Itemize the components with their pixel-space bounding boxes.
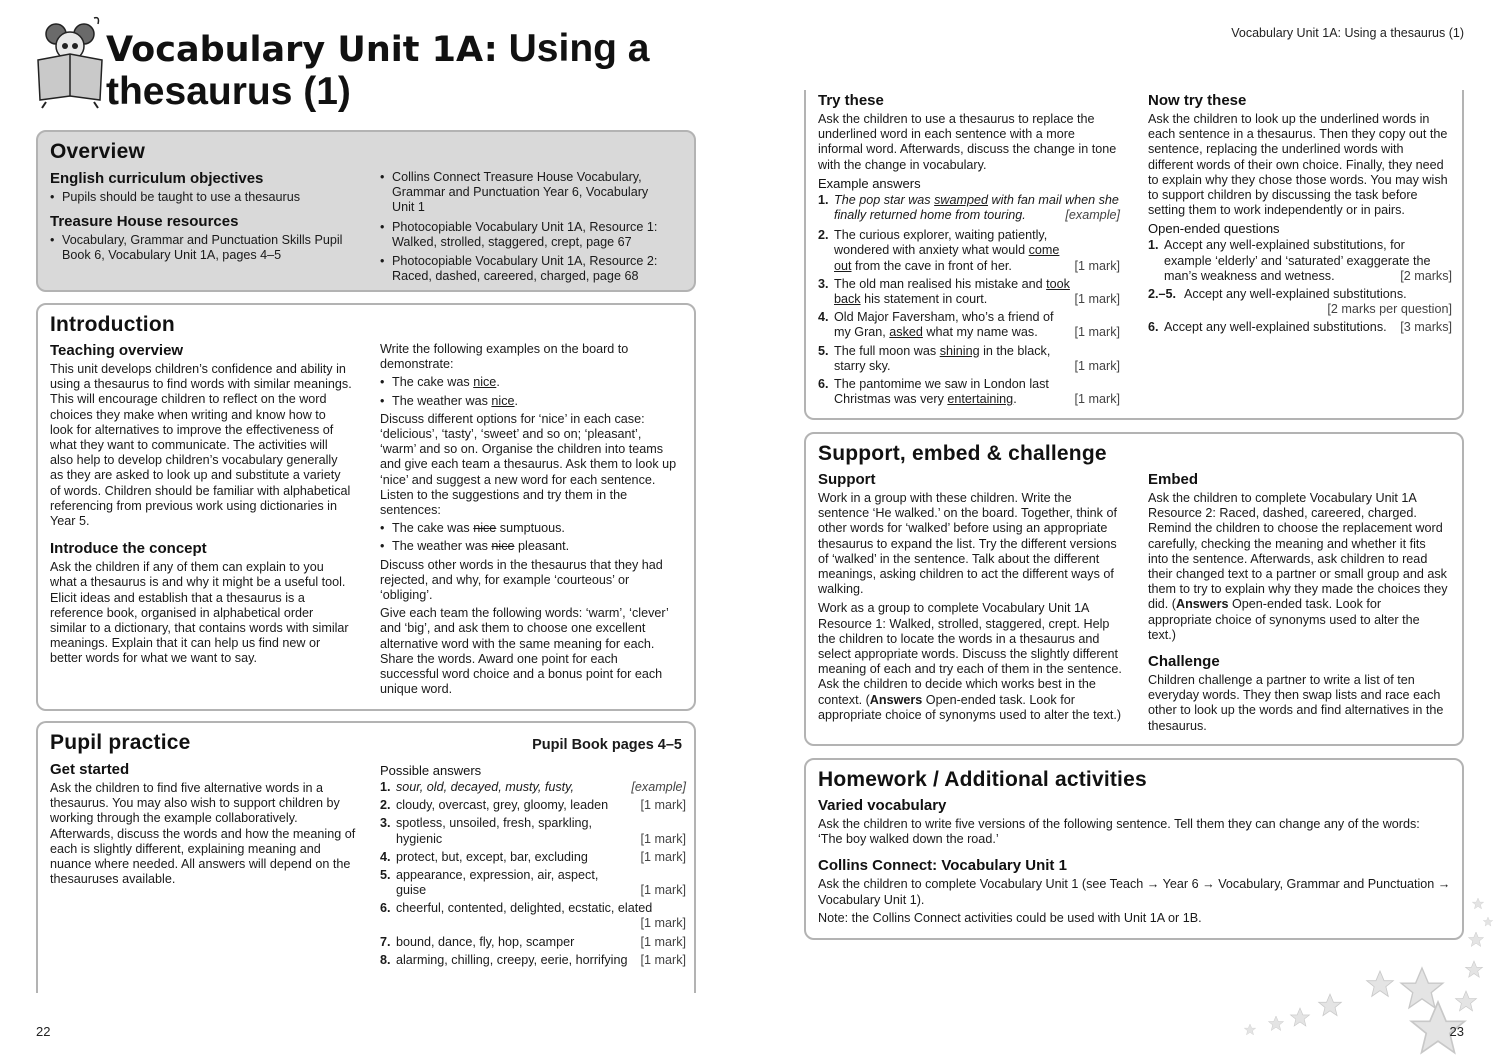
- pupil-book-pages: Pupil Book pages 4–5: [532, 737, 682, 753]
- answer-mark: [1 mark]: [1074, 258, 1120, 273]
- page-title: [106, 28, 750, 113]
- answer-number: 2.–5.: [1148, 287, 1177, 302]
- answer-text: appearance, expression, air, aspect, guise: [396, 868, 599, 898]
- support-box: [804, 432, 1464, 746]
- answer-text: spotless, unsoiled, fresh, sparkling, hygienic: [396, 816, 593, 846]
- support-text-1: Work in a group with these children. Write the sentence ‘He walked.’ on the board. Together, think of other words for ‘walked’ before using an appropriate thesaurus to expand the list. Try the different versions of ‘walked’ in the sentence. Talk about the different meanings, asking children to act the different ways of walking.: [818, 491, 1117, 597]
- sentence-text: The cake was: [392, 521, 474, 536]
- answer-item: [380, 901, 686, 931]
- answer-number: 4.: [380, 849, 391, 864]
- underlined-word: swamped: [934, 192, 989, 207]
- discuss-other-text: Discuss other words in the thesaurus that they had rejected, and why, for example ‘courteous’ or ‘obliging’.: [380, 557, 663, 603]
- try-these-col: [818, 92, 1120, 410]
- introduction-right-col: [380, 342, 678, 697]
- introduction-box: [36, 303, 696, 711]
- underlined-word: nice: [491, 393, 515, 408]
- answer-text: protect, but, except, bar, excluding: [396, 849, 588, 864]
- answer-mark: [1 mark]: [640, 952, 686, 967]
- introduction-heading: Introduction: [50, 313, 175, 336]
- introduction-left-col: [50, 342, 352, 667]
- answer-item: [818, 193, 1120, 225]
- answer-number: 4.: [818, 310, 829, 325]
- answer-text: in the black, starry sky.: [834, 343, 1051, 373]
- overview-left-col: [50, 170, 360, 267]
- page-title-rest: Using a thesaurus (1): [106, 27, 650, 113]
- open-ended-heading: Open-ended questions: [1148, 221, 1280, 237]
- answers-label: Answers: [869, 692, 923, 707]
- answer-text: what my name was.: [922, 325, 1038, 340]
- answer-text: The pop star was: [834, 192, 935, 207]
- example-text: The weather was: [392, 393, 492, 408]
- answer-text: bound, dance, fly, hop, scamper: [396, 934, 575, 949]
- page-number-right: 23: [1449, 1024, 1464, 1039]
- try-these-heading: Try these: [818, 92, 884, 109]
- answer-item: [818, 377, 1120, 407]
- answer-number: 2.: [380, 798, 391, 813]
- pupil-practice-heading: Pupil practice: [50, 731, 191, 754]
- answer-mark: [1 mark]: [640, 916, 686, 931]
- answer-mark: [3 marks]: [1400, 320, 1452, 335]
- challenge-text: Children challenge a partner to write a list of ten everyday words. They then swap lists and race each other to look up the words and find alternatives in the thesaurus.: [1148, 673, 1444, 733]
- pupil-practice-box: [36, 721, 696, 993]
- sentence-text: The weather was: [392, 539, 492, 554]
- discuss-text: Discuss different options for ‘nice’ in each case: ‘delicious’, ‘tasty’, ‘sweet’ and so on; ‘pleasant’, ‘warm’ and so on. Organise the children into teams and give each team a thesaurus. Ask them to look up ‘nice’ and suggest a new word for each sentence. Listen to the suggestions and try them in the sentences:: [380, 411, 677, 518]
- answer-item: [818, 228, 1120, 274]
- answer-mark: [example]: [631, 780, 686, 794]
- answer-number: 2.: [818, 228, 829, 243]
- answer-text: Accept any well-explained substitutions.: [1184, 287, 1407, 302]
- answer-text: The full moon was: [834, 343, 940, 358]
- answer-item: [1148, 320, 1452, 335]
- varied-vocabulary-text: Ask the children to write five versions of the following sentence. Tell them they can change any of the words: ‘The boy walked down the road.’: [818, 817, 1420, 847]
- try-these-text: Ask the children to use a thesaurus to replace the underlined word in each sentence with a more informal word. Afterwards, discuss the change in tone with the change in vocabulary.: [818, 112, 1117, 172]
- answer-number: 3.: [818, 276, 829, 291]
- answer-item: [818, 310, 1120, 340]
- varied-vocabulary-heading: Varied vocabulary: [818, 797, 947, 814]
- embed-text: [1148, 491, 1448, 643]
- answer-number: 3.: [380, 816, 391, 831]
- now-try-text: Ask the children to look up the underlined words in each sentence in a thesaurus. Then they copy out the sentence, replacing the underlined words with different words of their own choice. Finally, they need to explain why they chose those words. You may wish to support children by discussing the task before setting them to work independently or in pairs.: [1148, 112, 1448, 218]
- answer-number: 6.: [380, 901, 391, 916]
- answer-mark: [example]: [1065, 208, 1120, 223]
- answer-mark: [1 mark]: [640, 883, 686, 898]
- answer-item: [380, 798, 686, 813]
- answer-mark: [1 mark]: [640, 831, 686, 846]
- collins-connect-note: Note: the Collins Connect activities could be used with Unit 1A or 1B.: [818, 910, 1202, 925]
- answer-item: [380, 850, 686, 865]
- answer-number: 6.: [818, 377, 829, 392]
- list-item: • Photocopiable Vocabulary Unit 1A, Resource 1: Walked, strolled, staggered, crept, page 67: [380, 220, 670, 250]
- introduce-concept-text: Ask the children if any of them can explain to you what a thesaurus is and why it might be a useful tool. Elicit ideas and establish that a thesaurus is a reference book, organised in alphabetical order similar to a dictionary, that contains words with similar meanings. Explain that it can help us find new or better words for what we want to say.: [50, 560, 349, 666]
- resources-heading: Treasure House resources: [50, 213, 239, 231]
- answer-number: 1.: [380, 780, 391, 794]
- now-try-col: [1148, 92, 1452, 338]
- underlined-word: asked: [889, 325, 923, 340]
- replacement-word: sumptuous.: [496, 521, 565, 536]
- running-head: Vocabulary Unit 1A: Using a thesaurus (1): [1231, 26, 1464, 40]
- answer-mark: [1 mark]: [640, 798, 686, 813]
- sentences-list: [380, 521, 678, 554]
- answer-item: [1148, 287, 1452, 317]
- introduce-concept-heading: Introduce the concept: [50, 540, 207, 558]
- underlined-word: entertaining: [947, 392, 1014, 407]
- answer-mark: [1 mark]: [1074, 325, 1120, 340]
- answer-mark: [1 mark]: [1074, 392, 1120, 407]
- objectives-heading: English curriculum objectives: [50, 170, 264, 187]
- right-page: [750, 0, 1500, 1061]
- answer-number: 6.: [1148, 320, 1159, 335]
- support-text: Work as a group to complete Vocabulary Unit 1A Resource 1: Walked, strolled, staggered, crept. Help the children to locate the words in a thesaurus and select appropriate words. Discuss the slightly different meaning of each and try each of them in the sentence. Ask the children to decide which works best in the context. (: [818, 601, 1122, 707]
- answer-text: Accept any well-explained substitutions, for example ‘elderly’ and ‘saturated’ exaggerate the man’s weakness and wetness.: [1164, 238, 1431, 283]
- now-try-heading: Now try these: [1148, 92, 1247, 109]
- underlined-word: shining: [939, 343, 980, 358]
- answer-text: The pantomime we saw in London last Christmas was very: [834, 377, 1049, 407]
- answer-mark: [1 mark]: [1074, 358, 1120, 373]
- challenge-heading: Challenge: [1148, 653, 1220, 671]
- answer-number: 1.: [1148, 238, 1159, 253]
- teaching-overview-text: This unit develops children’s confidence and ability in using a thesaurus to find words with similar meanings. This will encourage children to reflect on the word choices they make when writing and know how to look for alternatives to improve the effectiveness of what they want to communicate. The activities will also help to develop children’s vocabulary generally as they are asked to look up and substitute a variety of words. Children should be familiar with alphabetical referencing from previous work using dictionaries in Year 5.: [50, 362, 352, 529]
- list-item: • Pupils should be taught to use a thesaurus: [50, 190, 360, 205]
- support-col: [818, 471, 1122, 723]
- board-intro-text: Write the following examples on the board to demonstrate:: [380, 342, 629, 372]
- answer-number: 5.: [380, 868, 391, 883]
- page-title-bold: Vocabulary Unit 1A:: [106, 30, 498, 70]
- example-text: The cake was: [392, 375, 474, 390]
- objectives-list: [50, 190, 360, 205]
- answer-item: [380, 935, 686, 950]
- example-answers-heading: Example answers: [818, 175, 921, 191]
- answer-text: The old man realised his mistake and: [834, 276, 1047, 291]
- answer-text: from the cave in front of her.: [851, 258, 1012, 273]
- list-item: [380, 394, 678, 409]
- answer-text: cloudy, overcast, grey, gloomy, leaden: [396, 798, 609, 813]
- overview-right-col: [380, 170, 670, 287]
- list-item: [380, 521, 678, 536]
- get-started-heading: Get started: [50, 761, 130, 778]
- open-ended-list: [1148, 238, 1452, 335]
- try-these-box: [804, 90, 1464, 420]
- answer-item: [818, 344, 1120, 374]
- list-item: [380, 539, 678, 554]
- answer-text: alarming, chilling, creepy, eerie, horrifying: [396, 952, 628, 967]
- collins-connect-text: Ask the children to complete Vocabulary Unit 1 (see Teach → Year 6 → Vocabulary, Grammar and Punctuation → Vocabulary Unit 1).: [818, 877, 1451, 907]
- list-item: • Collins Connect Treasure House Vocabulary, Grammar and Punctuation Year 6, Vocabulary Unit 1: [380, 170, 670, 216]
- underlined-word: nice: [473, 375, 497, 390]
- possible-answers-list: [380, 780, 686, 968]
- support-text: Open-ended task. Look for appropriate choice of synonyms used to alter the text.): [818, 692, 1122, 722]
- answer-item: [380, 868, 686, 898]
- answer-number: 1.: [818, 192, 829, 207]
- list-item: [380, 375, 678, 390]
- give-team-text: Give each team the following words: ‘warm’, ‘clever’ and ‘big’, and ask them to choose one excellent alternative word with the same meaning for each. Share the words. Award one point for each successful word choice and a bonus point for each unique word.: [380, 606, 669, 697]
- struck-word: nice: [491, 539, 515, 554]
- answer-item: [380, 816, 686, 846]
- overview-resources-list: [380, 170, 670, 284]
- get-started-col: [50, 761, 358, 887]
- answer-text: Accept any well-explained substitutions.: [1164, 320, 1387, 335]
- answer-text: .: [1013, 392, 1017, 407]
- answer-item: [1148, 238, 1452, 284]
- answer-mark: [1 mark]: [640, 849, 686, 864]
- underlined-word: come out: [834, 243, 1060, 273]
- answer-text: with fan mail when she finally returned home from touring.: [834, 192, 1119, 223]
- answer-text: sour, old, decayed, musty, fusty,: [396, 780, 575, 794]
- possible-answers-col: [380, 761, 686, 971]
- examples-list: [380, 375, 678, 408]
- answer-mark: [2 marks per question]: [1327, 302, 1452, 317]
- example-period: .: [514, 393, 519, 408]
- teaching-overview-heading: Teaching overview: [50, 342, 184, 359]
- answer-mark: [1 mark]: [640, 934, 686, 949]
- answers-label: Answers: [1176, 597, 1229, 612]
- answer-number: 5.: [818, 343, 829, 358]
- answer-item: [818, 277, 1120, 307]
- answer-mark: [1 mark]: [1074, 292, 1120, 307]
- homework-heading: Homework / Additional activities: [818, 768, 1147, 791]
- replacement-word: pleasant.: [514, 539, 570, 554]
- embed-text-body: Ask the children to complete Vocabulary Unit 1A Resource 2: Raced, dashed, careered, charged. Remind the children to choose the replacement word carefully, checking the meaning and whether it fits into the sentence. Afterwards, ask children to read their changed text to a partner or small group and ask them to try to explain why they made the choices they did. (: [1148, 491, 1448, 612]
- support-heading: Support, embed & challenge: [818, 442, 1107, 465]
- example-period: .: [496, 375, 500, 390]
- support-text-2: [818, 601, 1122, 723]
- resources-list: [50, 233, 360, 263]
- embed-heading: Embed: [1148, 471, 1199, 488]
- example-answers-list: [818, 193, 1120, 408]
- list-item: • Photocopiable Vocabulary Unit 1A, Resource 2: Raced, dashed, careered, charged, page 68: [380, 254, 670, 284]
- get-started-text: Ask the children to find five alternative words in a thesaurus. You may also wish to support children by working through the example collaboratively. Afterwards, discuss the words and how the meaning of each is slightly different, explaining meaning and nuance where needed. All answers will depend on the thesauruses available.: [50, 781, 356, 887]
- page-number-left: 22: [36, 1024, 51, 1039]
- embed-text-body: Open-ended task. Look for appropriate choice of synonyms used to alter the text.): [1148, 597, 1420, 642]
- struck-word: nice: [473, 521, 497, 536]
- answer-number: 8.: [380, 952, 391, 967]
- underlined-word: took back: [834, 276, 1070, 307]
- answer-item: [380, 953, 686, 968]
- answer-text: his statement in court.: [860, 292, 988, 307]
- answer-number: 7.: [380, 934, 391, 949]
- answer-mark: [2 marks]: [1400, 268, 1452, 283]
- answer-item: [380, 780, 686, 795]
- overview-box: [36, 130, 696, 292]
- answer-text: The curious explorer, waiting patiently, wondered with anxiety what would: [834, 228, 1048, 258]
- support-subheading: Support: [818, 471, 876, 488]
- overview-heading: Overview: [50, 140, 145, 163]
- answer-text: Old Major Faversham, who’s a friend of my Gran,: [834, 310, 1054, 340]
- list-item: • Vocabulary, Grammar and Punctuation Skills Pupil Book 6, Vocabulary Unit 1A, pages 4–5: [50, 233, 360, 263]
- possible-answers-heading: Possible answers: [380, 763, 482, 778]
- collins-connect-heading: Collins Connect: Vocabulary Unit 1: [818, 857, 1067, 875]
- reading-mascot-icon: [34, 14, 106, 110]
- embed-col: [1148, 471, 1448, 734]
- answer-text: cheerful, contented, delighted, ecstatic, elated: [396, 901, 653, 916]
